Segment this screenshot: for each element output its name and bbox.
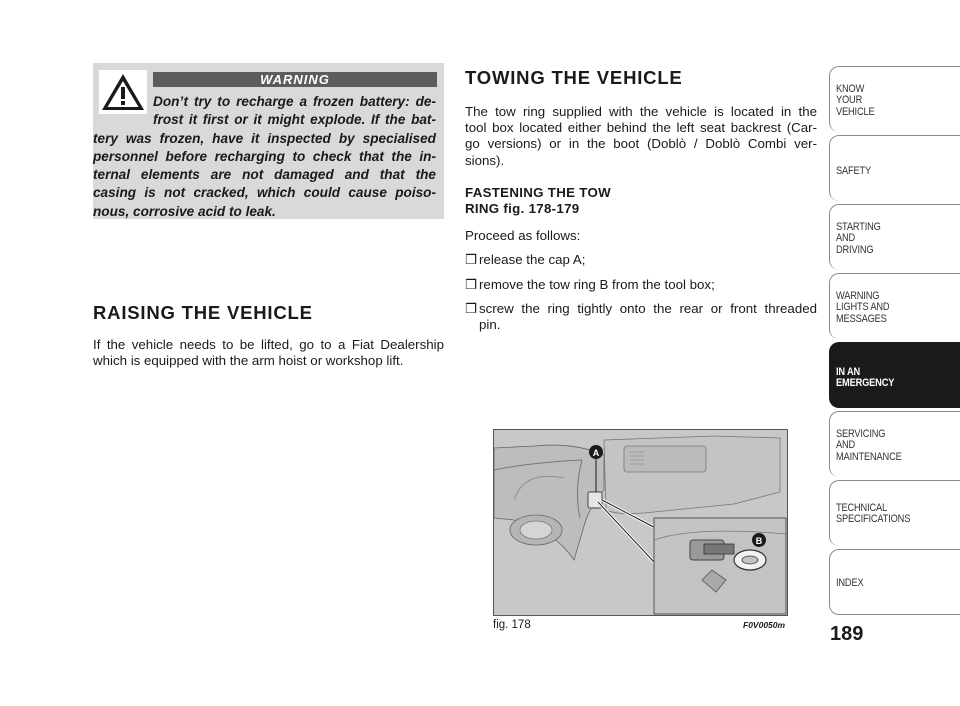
warning-text (93, 93, 436, 221)
warning-line: casing is not cracked, which could cause poiso- (93, 185, 436, 201)
step-text: remove the tow ring B from the tool box; (479, 277, 715, 292)
nav-tab-warning-lights[interactable] (829, 273, 960, 339)
raising-paragraph (93, 337, 444, 369)
page-number: 189 (830, 623, 864, 645)
raising-line: If the vehicle needs to be lifted, go to a Fiat Dealership (93, 337, 444, 352)
checkbox-bullet-icon: ❒ (465, 277, 477, 292)
nav-tab-label: SERVICING AND MAINTENANCE (836, 428, 902, 463)
warning-box (93, 63, 444, 219)
checkbox-bullet-icon: ❒ (465, 301, 477, 316)
checkbox-bullet-icon: ❒ (465, 252, 477, 267)
towing-line: sions). (465, 152, 505, 168)
nav-tab-label: IN AN EMERGENCY (836, 366, 895, 390)
nav-tab-starting-and-driving[interactable] (829, 204, 960, 270)
nav-tab-label: INDEX (836, 577, 864, 589)
raising-heading: RAISING THE VEHICLE (93, 302, 313, 323)
label-b: B (755, 536, 763, 546)
step-text: screw the ring tightly onto the rear or front threaded (479, 301, 817, 316)
nav-tab-in-an-emergency[interactable] (829, 342, 960, 408)
nav-tab-label: SAFETY (836, 165, 872, 177)
step-text: release the cap A; (479, 252, 586, 267)
label-a: A (592, 448, 600, 458)
warning-line: nous, corrosive acid to leak. (93, 203, 276, 219)
warning-line: Don’t try to recharge a frozen battery: de- (153, 94, 436, 109)
nav-tab-label: TECHNICAL SPECIFICATIONS (836, 502, 911, 526)
towing-line: The tow ring supplied with the vehicle is located in the (465, 104, 817, 119)
figure-code: F0V0050m (743, 620, 786, 630)
fastening-heading-line: RING fig. 178-179 (465, 201, 580, 216)
warning-line: ternal elements are not damaged and that the (93, 167, 436, 183)
tow-ring-illustration (494, 430, 787, 615)
figure-caption: fig. 178 (493, 619, 531, 631)
step-item (465, 277, 715, 293)
nav-tab-label: KNOW YOUR VEHICLE (836, 83, 875, 118)
towing-line: tool box located either behind the left seat backrest (Car- (465, 120, 817, 136)
step-text-continued: pin. (479, 317, 501, 333)
fastening-heading (465, 185, 611, 217)
towing-intro: Proceed as follows: (465, 228, 581, 243)
figure-178 (493, 429, 788, 616)
nav-tab-safety[interactable] (829, 135, 960, 201)
step-item (465, 252, 585, 268)
nav-tab-technical-specifications[interactable] (829, 480, 960, 546)
towing-line: go versions) or in the boot (Doblò / Doblò Combi ver- (465, 136, 817, 152)
nav-tab-label: WARNING LIGHTS AND MESSAGES (836, 290, 890, 325)
towing-heading: TOWING THE VEHICLE (465, 67, 683, 88)
warning-title: WARNING (153, 72, 437, 87)
fastening-heading-line: FASTENING THE TOW (465, 185, 611, 200)
nav-tab-servicing[interactable] (829, 411, 960, 477)
towing-paragraph (465, 104, 817, 169)
raising-line: which is equipped with the arm hoist or workshop lift. (93, 353, 404, 369)
step-item (465, 301, 817, 333)
warning-line: personnel before recharging to check that the in- (93, 148, 436, 164)
nav-tab-index[interactable] (829, 549, 960, 615)
nav-tab-label: STARTING AND DRIVING (836, 221, 881, 256)
warning-line: frost it first or it might explode. If the bat- (153, 112, 436, 128)
warning-line: tery was frozen, have it inspected by specialised (93, 130, 436, 146)
nav-tab-know-your-vehicle[interactable] (829, 66, 960, 132)
